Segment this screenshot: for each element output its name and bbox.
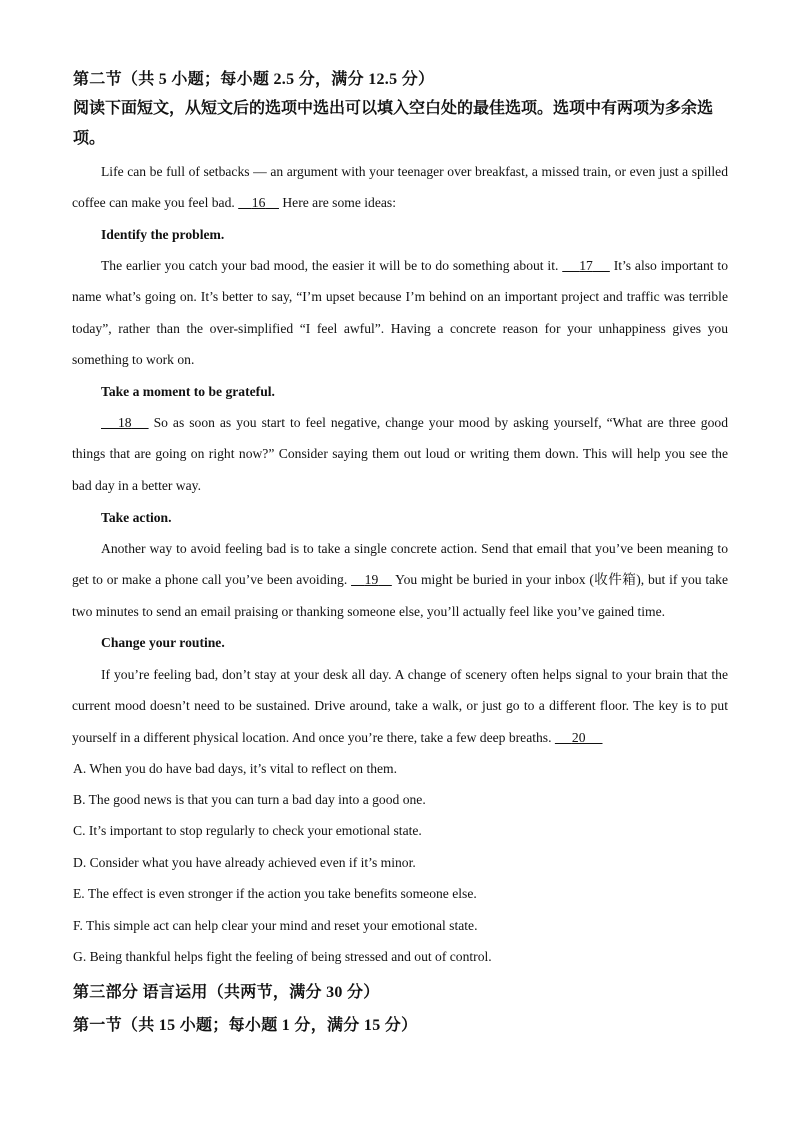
section-2-instructions: 阅读下面短文，从短文后的选项中选出可以填入空白处的最佳选项。选项中有两项为多余选项。	[73, 100, 714, 147]
paragraph-text: If you’re feeling bad, don’t stay at your desk all day. A change of scenery often helps signal to your brain that the current mood doesn’t need to be sustained. Drive around, take a walk, or just go to a different floor. The key is to put yourself in a different physical location. And once you’re there, take a few deep breaths.	[72, 667, 728, 745]
blank-17	[562, 250, 610, 281]
blank-18	[101, 407, 149, 438]
blank-16	[238, 187, 279, 218]
paragraph-text: Another way to avoid feeling bad is to take a single concrete action. Send that email that you’ve been meaning to get to or make a phone call you’ve been avoiding.	[72, 541, 728, 588]
section-1-title: 第一节（共 15 小题；每小题 1 分，满分 15 分）	[73, 1017, 418, 1034]
paragraph-text: Life can be full of setbacks — an argument with your teenager over breakfast, a missed train, or even just a spilled coffee can make you feel bad.	[72, 164, 728, 211]
paragraph-text: So as soon as you start to feel negative, change your mood by asking yourself, “What are three good things that are going on right now?” Consider saying them out loud or writing them down. This will help you see the bad day in a better way.	[72, 415, 728, 493]
blank-number: 17	[579, 258, 593, 273]
passage-paragraph-5	[72, 659, 728, 753]
part-3-title: 第三部分 语言运用（共两节，满分 30 分）	[73, 984, 380, 1001]
option-c: C. It’s important to stop regularly to check your emotional state.	[73, 823, 422, 838]
passage-paragraph-2	[72, 250, 728, 376]
subheading-take-action: Take action.	[101, 510, 172, 525]
blank-19	[351, 564, 392, 595]
option-g: G. Being thankful helps fight the feeling of being stressed and out of control.	[73, 949, 492, 964]
paragraph-text: It’s also important to name what’s going on. It’s better to say, “I’m upset because I’m behind on an important project and traffic was terrible today”, rather than the over-simplified “I feel awful”. Having a concrete reason for your unhappiness gives you something to work on.	[72, 258, 728, 368]
paragraph-text: The earlier you catch your bad mood, the easier it will be to do something about it.	[101, 258, 563, 273]
option-b: B. The good news is that you can turn a bad day into a good one.	[73, 792, 426, 807]
blank-number: 16	[251, 195, 266, 211]
passage-paragraph-1	[72, 156, 728, 219]
paragraph-text: Here are some ideas:	[278, 195, 396, 211]
section-2-title: 第二节（共 5 小题；每小题 2.5 分，满分 12.5 分）	[73, 71, 435, 88]
option-e: E. The effect is even stronger if the action you take benefits someone else.	[73, 886, 477, 901]
subheading-identify-problem: Identify the problem.	[101, 227, 225, 242]
subheading-be-grateful: Take a moment to be grateful.	[101, 384, 275, 399]
blank-number: 20	[571, 729, 586, 745]
paragraph-text: You might be buried in your inbox (收件箱), but if you take two minutes to send an email praising or thanking someone else, you’ll actually feel like you’ve gained time.	[72, 572, 729, 619]
option-a: A. When you do have bad days, it’s vital to reflect on them.	[73, 761, 398, 776]
blank-number: 18	[118, 415, 132, 430]
passage-paragraph-3	[72, 407, 728, 501]
option-f: F. This simple act can help clear your mind and reset your emotional state.	[73, 918, 478, 933]
passage-paragraph-4	[72, 533, 728, 627]
blank-20	[555, 722, 603, 753]
option-d: D. Consider what you have already achieved even if it’s minor.	[73, 855, 416, 870]
blank-number: 19	[364, 572, 379, 588]
subheading-change-routine: Change your routine.	[101, 635, 225, 650]
